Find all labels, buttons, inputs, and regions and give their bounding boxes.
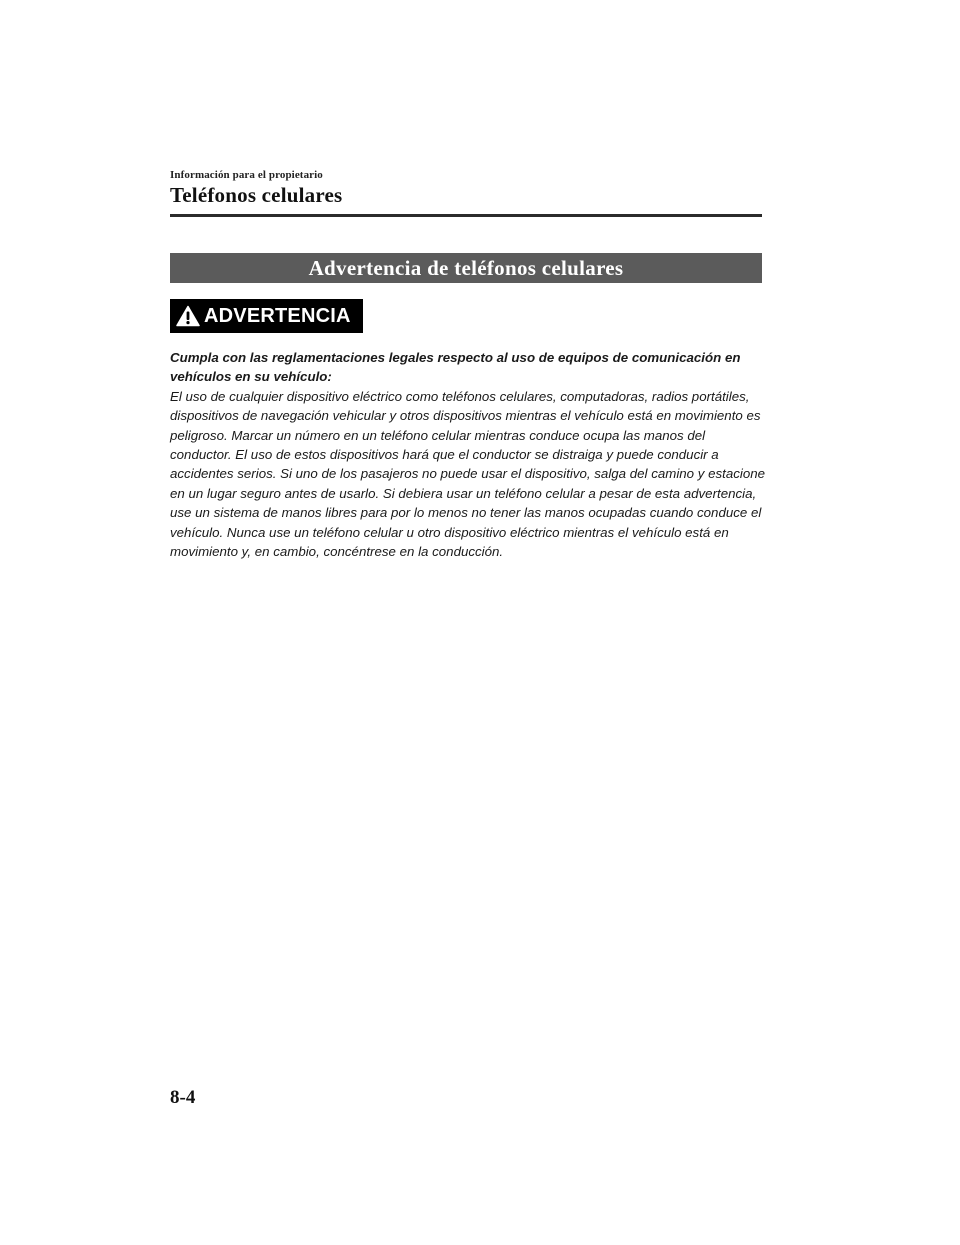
warning-body: El uso de cualquier dispositivo eléctrico como teléfonos celulares, computadoras, radios portátiles, dispositivos de navegación vehicular y otros dispositivos mientras el vehículo está en movimiento es peligroso. Marcar un número en un teléfono celular mientras conduce ocupa las manos del conductor. El uso de estos dispositivos hará que el conductor se distraiga y puede conducir a accidentes serios. Si uno de los pasajeros no puede usar el dispositivo, salga del camino y estacione en un lugar seguro antes de usarlo. Si debiera usar un teléfono celular a pesar de esta advertencia, use un sistema de manos libres para por lo menos no tener las manos ocupadas cuando conduce el vehículo. Nunca use un teléfono celular u otro dispositivo eléctrico mientras el vehículo está en movimiento y, en cambio, concéntrese en la conducción.	[170, 388, 766, 560]
warning-triangle-icon	[176, 305, 200, 327]
warning-label: ADVERTENCIA	[204, 304, 351, 327]
page-title: Teléfonos celulares	[170, 183, 343, 207]
warning-text	[170, 348, 766, 561]
section-kicker: Información para el propietario	[170, 169, 323, 181]
section-heading-bar	[170, 253, 762, 283]
warning-lead: Cumpla con las reglamentaciones legales respecto al uso de equipos de comunicación en vehículos en su vehículo:	[170, 350, 741, 385]
warning-badge	[170, 299, 363, 333]
page-number: 8-4	[170, 1087, 196, 1108]
section-heading: Advertencia de teléfonos celulares	[308, 255, 624, 280]
title-divider	[170, 214, 762, 217]
